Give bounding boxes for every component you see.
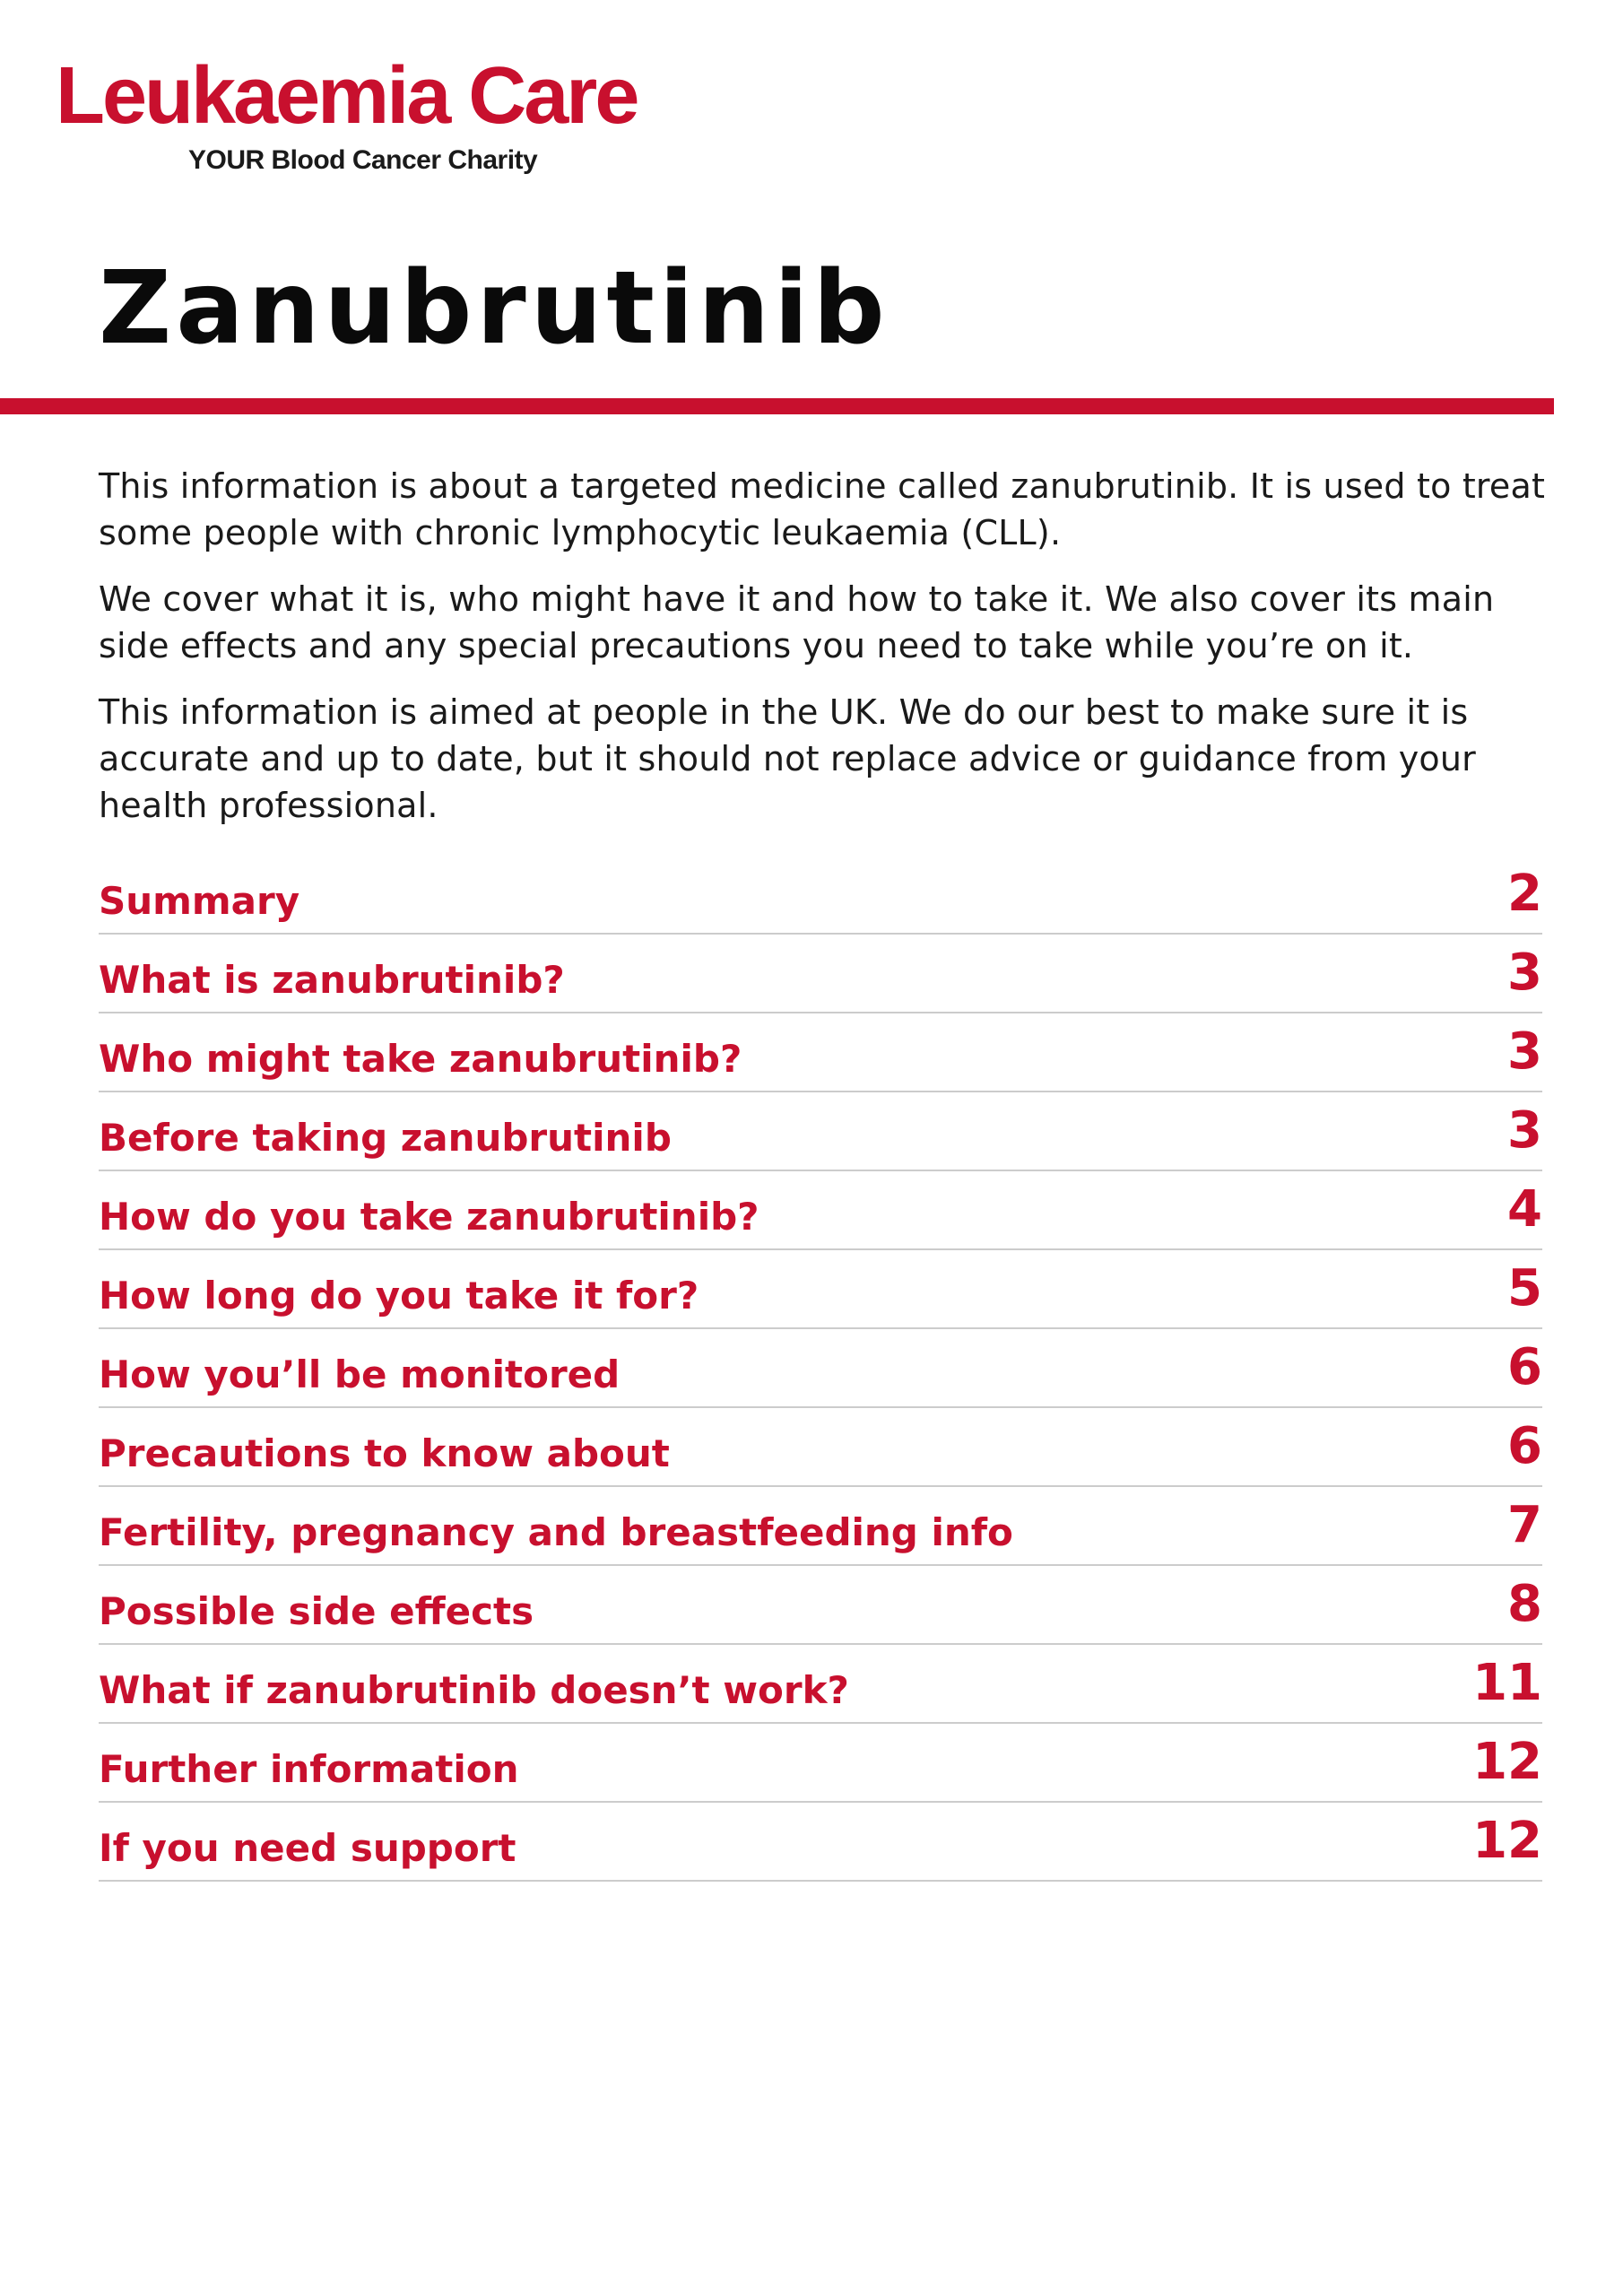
toc-entry-who-might-take[interactable]: [99, 1013, 1542, 1092]
intro-paragraph: We cover what it is, who might have it and how to take it. We also cover its main side effects and any special precautions you need to take while you’re on it.: [99, 579, 1495, 665]
toc-entry-page: 3: [1507, 1101, 1542, 1161]
toc-entry-summary[interactable]: [99, 856, 1542, 935]
intro-paragraph: This information is aimed at people in the UK. We do our best to make sure it is accurate and up to date, but it should not replace advice or guidance from your health professional.: [99, 692, 1476, 825]
toc-entry-page: 7: [1507, 1496, 1542, 1555]
toc-entry-further-info[interactable]: [99, 1724, 1542, 1803]
toc-entry-label: Before taking zanubrutinib: [99, 1115, 672, 1160]
toc-entry-precautions[interactable]: [99, 1408, 1542, 1487]
toc-entry-page: 2: [1507, 865, 1542, 924]
toc-entry-page: 12: [1472, 1812, 1542, 1871]
intro-text: [99, 463, 1569, 848]
toc-entry-label: How do you take zanubrutinib?: [99, 1194, 759, 1239]
toc-entry-page: 4: [1507, 1180, 1542, 1239]
toc-entry-page: 12: [1472, 1733, 1542, 1792]
toc-entry-before-taking[interactable]: [99, 1092, 1542, 1171]
brand-tagline: YOUR Blood Cancer Charity: [188, 145, 538, 175]
table-of-contents: [99, 856, 1542, 1882]
toc-entry-page: 5: [1507, 1259, 1542, 1318]
toc-entry-label: What if zanubrutinib doesn’t work?: [99, 1667, 849, 1712]
toc-entry-page: 11: [1472, 1654, 1542, 1713]
brand-logo: [56, 51, 638, 175]
toc-entry-what-is[interactable]: [99, 935, 1542, 1013]
toc-entry-support[interactable]: [99, 1803, 1542, 1882]
toc-entry-label: Possible side effects: [99, 1588, 534, 1633]
toc-entry-monitoring[interactable]: [99, 1329, 1542, 1408]
brand-name: Leukaemia Care: [56, 51, 638, 141]
toc-entry-label: How long do you take it for?: [99, 1273, 699, 1318]
toc-entry-label: If you need support: [99, 1825, 516, 1870]
toc-entry-page: 3: [1507, 944, 1542, 1003]
toc-entry-label: Summary: [99, 878, 300, 923]
toc-entry-doesnt-work[interactable]: [99, 1645, 1542, 1724]
title-divider: [0, 398, 1554, 414]
toc-entry-fertility[interactable]: [99, 1487, 1542, 1566]
toc-entry-page: 6: [1507, 1338, 1542, 1397]
toc-entry-page: 8: [1507, 1575, 1542, 1634]
toc-entry-label: How you’ll be monitored: [99, 1352, 621, 1396]
toc-entry-label: Who might take zanubrutinib?: [99, 1036, 742, 1081]
toc-entry-page: 3: [1507, 1022, 1542, 1082]
toc-entry-label: Precautions to know about: [99, 1431, 670, 1475]
toc-entry-label: What is zanubrutinib?: [99, 957, 565, 1002]
toc-entry-label: Further information: [99, 1746, 519, 1791]
page-title: Zanubrutinib: [99, 250, 890, 367]
toc-entry-label: Fertility, pregnancy and breastfeeding info: [99, 1509, 1013, 1554]
intro-paragraph: This information is about a targeted medicine called zanubrutinib. It is used to treat some people with chronic lymphocytic leukaemia (CLL).: [99, 466, 1546, 552]
toc-entry-how-to-take[interactable]: [99, 1171, 1542, 1250]
toc-entry-how-long[interactable]: [99, 1250, 1542, 1329]
toc-entry-side-effects[interactable]: [99, 1566, 1542, 1645]
toc-entry-page: 6: [1507, 1417, 1542, 1476]
